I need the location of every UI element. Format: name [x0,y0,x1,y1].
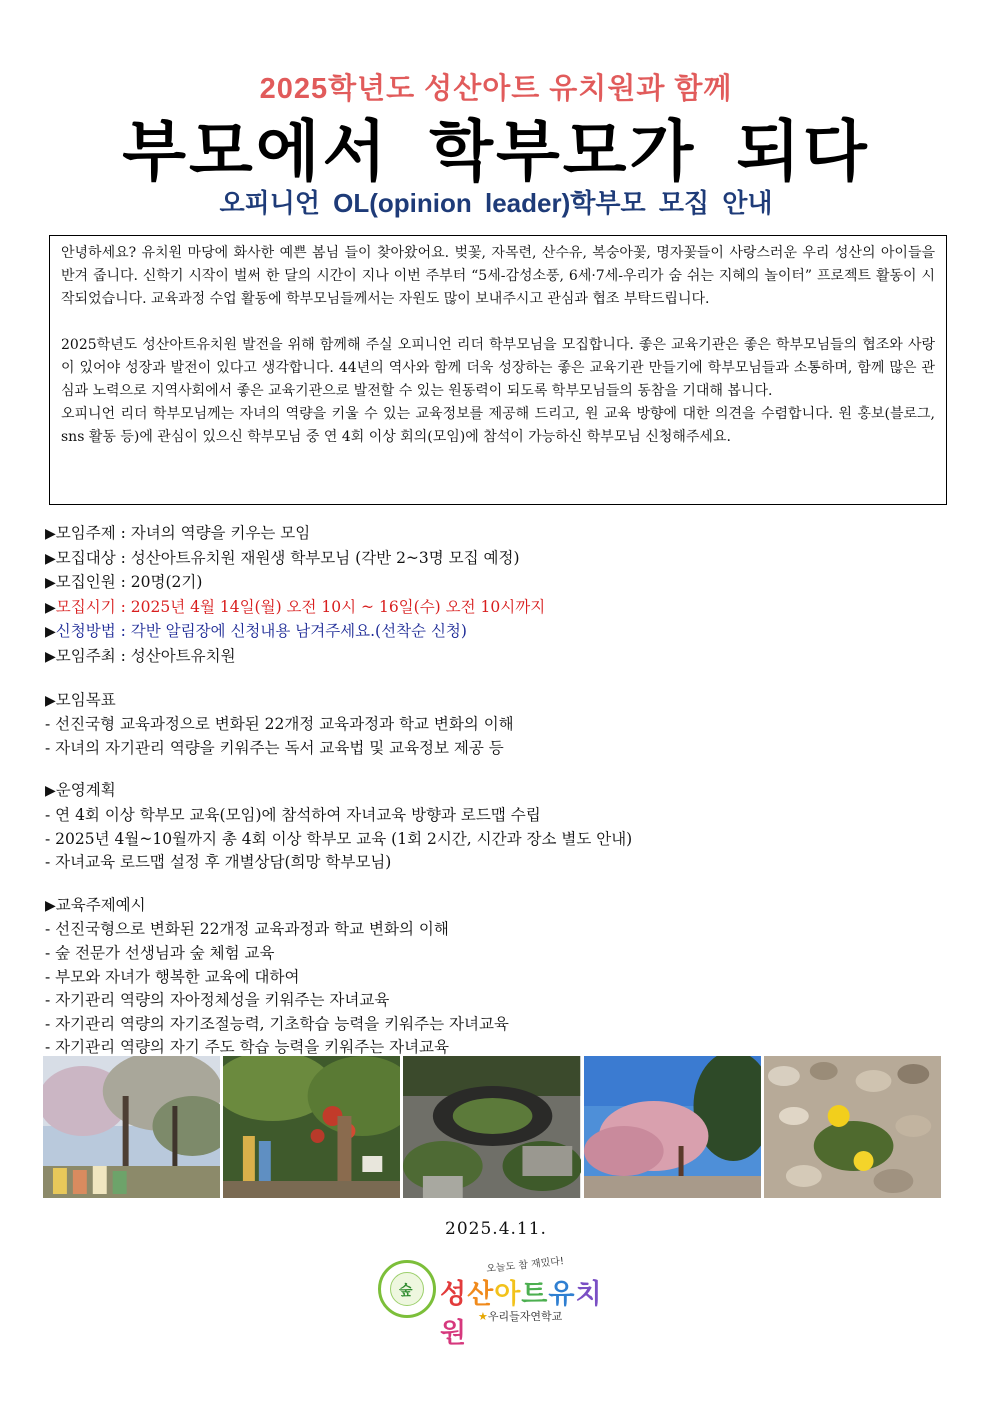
info-count: ▶모집인원 : 20명(2기) [45,573,203,592]
bullet-icon: ▶ [45,692,56,709]
recruitment-heading: 오피니언 OL(opinion leader)학부모 모집 안내 [219,188,773,218]
top-subtitle: 2025학년도 성산아트 유치원과 함께 [259,73,733,105]
bullet-icon: ▶ [45,599,56,616]
logo-letter: 아 [494,1279,522,1310]
plan-item: - 연 4회 이상 학부모 교육(모임)에 참석하여 자녀교육 방향과 로드맵 수립 [45,805,541,824]
intro-paragraph-2: 2025학년도 성산아트유치원 발전을 위해 함께해 주실 오피니언 리더 학부모님을 모집합니다. 좋은 교육기관은 좋은 학부모님들의 협조와 사랑이 있어야 성장과 발전이 있다고 생각합니다. 44년의 역사와 함께 더욱 성장하는 좋은 교육기관 만들기에 학부모님들과 소통하며, 함께 많은 관심과 노력으로 지역사회에서 좋은 교육기관으로 발전할 수 있는 원동력이 되도록 학부모님들의 동참을 기대해 봅니다. [61,337,935,399]
logo-letter: 성 [440,1279,468,1310]
plan-item: - 자녀교육 로드맵 설정 후 개별상담(희망 학부모님) [45,853,392,872]
kindergarten-logo [378,1252,618,1349]
info-method: ▶신청방법 : 각반 알림장에 신청내용 남겨주세요.(선착순 신청) [45,622,467,641]
info-host: ▶모임주최 : 성산아트유치원 [45,646,236,665]
logo-letter: 유 [548,1279,576,1310]
topic-item: - 자기관리 역량의 자아정체성을 키워주는 자녀교육 [45,991,390,1010]
emblem-icon [378,1260,436,1318]
intro-box [49,235,947,505]
goals-heading: ▶모임목표 [45,690,116,709]
page-title: 부모에서 학부모가 되다 [122,113,870,190]
star-icon: ★ [478,1310,488,1323]
topic-item: - 자기관리 역량의 자기 주도 학습 능력을 키워주는 자녀교육 [45,1038,450,1057]
logo-letter: 원 [440,1318,468,1349]
topic-item: - 숲 전문가 선생님과 숲 체험 교육 [45,943,275,962]
plan-item: - 2025년 4월~10월까지 총 4회 이상 학부모 교육 (1회 2시간, 시간과 장소 별도 안내) [45,829,633,848]
topics-heading: ▶교육주제예시 [45,895,146,914]
bullet-icon: ▶ [45,575,56,592]
bullet-icon: ▶ [45,897,56,914]
photo-dandelion-pebbles [764,1056,941,1198]
photo-pink-blossom-tree [584,1056,761,1198]
goals-section [45,689,945,761]
logo-letter: 치 [575,1279,603,1310]
intro-paragraph-3: 오피니언 리더 학부모님께는 자녀의 역량을 키울 수 있는 교육정보를 제공해 드리고, 원 교육 방향에 대한 의견을 수렴합니다. 원 홍보(블로그, sns 활동 등)에 관심이 있으신 학부모님 중 연 4회 이상 회의(모임)에 참석이 가능하신 학부모님 신청해주세요. [61,406,935,445]
photo-tire-planter [403,1056,580,1198]
logo-tagline: ★우리들자연학교 [478,1310,563,1323]
bullet-icon: ▶ [45,550,56,567]
goal-item: - 자녀의 자기관리 역량을 키워주는 독서 교육법 및 교육정보 제공 등 [45,738,504,757]
info-target: ▶모집대상 : 성산아트유치원 재원생 학부모님 (각반 2~3명 모집 예정) [45,548,520,567]
topic-item: - 선진국형으로 변화된 22개정 교육과정과 학교 변화의 이해 [45,920,449,939]
photo-garden-figures [223,1056,400,1198]
logo-slogan: 오늘도 참 재밌다! [485,1255,565,1276]
photo-strip [43,1056,941,1198]
bullet-icon: ▶ [45,648,56,665]
topics-section [45,894,945,1060]
bullet-icon: ▶ [45,526,56,542]
logo-letter: 트 [521,1279,549,1310]
plan-section [45,779,945,874]
bullet-icon: ▶ [45,624,56,641]
goal-item: - 선진국형 교육과정으로 변화된 22개정 교육과정과 학교 변화의 이해 [45,715,514,734]
topic-item: - 부모와 자녀가 행복한 교육에 대하여 [45,967,300,986]
intro-paragraph-1: 안녕하세요? 유치원 마당에 화사한 예쁜 봄님 들이 찾아왔어요. 벚꽃, 자목련, 산수유, 복숭아꽃, 명자꽃들이 사랑스러운 우리 성산의 아이들을 반겨 줍니다. 신학기 시작이 벌써 한 달의 시간이 지나 이번 주부터 “5세-감성소풍, 6세·7세-우리가 숨 쉬는 지혜의 놀이터” 프로젝트 활동이 시작되었습니다. 교육과정 수업 활동에 학부모님들께서는 자원도 많이 보내주시고 관심과 협조 부탁드립니다. [61,245,935,307]
logo-letter: 산 [467,1279,495,1310]
topic-item: - 자기관리 역량의 자기조절능력, 기초학습 능력을 키워주는 자녀교육 [45,1014,509,1033]
details-section [45,522,945,1060]
emblem-mark: 숲 [399,1283,413,1299]
plan-heading: ▶운영계획 [45,781,116,800]
issue-date: 2025.4.11. [445,1219,547,1239]
bullet-icon: ▶ [45,783,56,800]
info-period: ▶모집시기 : 2025년 4월 14일(월) 오전 10시 ~ 16일(수) 오전 10시까지 [45,597,546,616]
info-theme: ▶모임주제 : 자녀의 역량을 키우는 모임 [45,524,311,542]
photo-cherry-blossom-yard [43,1056,220,1198]
